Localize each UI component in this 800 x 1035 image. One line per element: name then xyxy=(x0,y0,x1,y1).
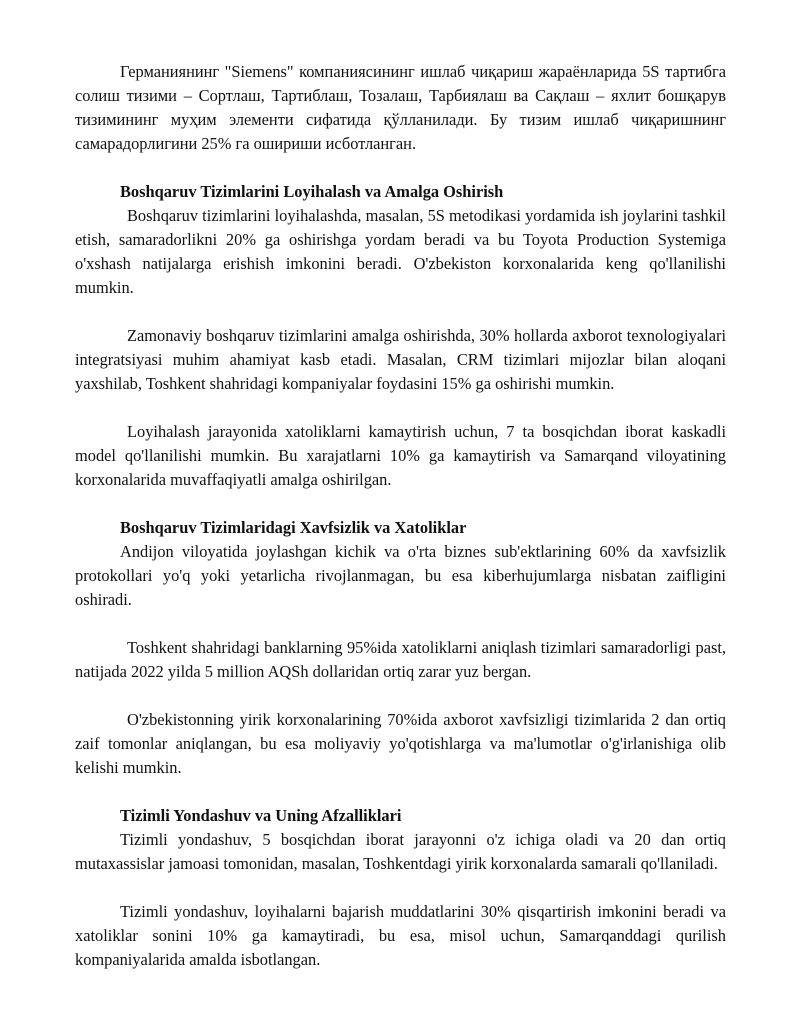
section-paragraph: Toshkent shahridagi banklarning 95%ida xatoliklarni aniqlash tizimlari samaradorligi past, natijada 2022 yilda 5 million AQSh dollaridan ortiq zarar yuz bergan. xyxy=(75,638,726,681)
section-paragraph: Boshqaruv tizimlarini loyihalashda, masalan, 5S metodikasi yordamida ish joylarini tashkil etish, samaradorlikni 20% ga oshirishga yordam beradi va bu Toyota Production Systemiga o'xshash natijalarga erishish imkonini beradi. O'zbekiston korxonalarida keng qo'llanilishi mumkin. xyxy=(75,206,726,297)
paragraph-gap xyxy=(75,300,726,324)
section-systemic-approach xyxy=(75,804,726,972)
paragraph-gap xyxy=(75,684,726,708)
section-paragraph: Loyihalash jarayonida xatoliklarni kamaytirish uchun, 7 ta bosqichdan iborat kaskadli model qo'llanilishi mumkin. Bu xarajatlarni 10% ga kamaytirish va Samarqand viloyatining korxonalarida muvaffaqiyatli amalga oshirilgan. xyxy=(75,422,726,489)
paragraph-gap xyxy=(75,492,726,516)
section-heading: Tizimli Yondashuv va Uning Afzalliklari xyxy=(120,806,402,825)
section-design-implementation xyxy=(75,180,726,516)
section-heading: Boshqaruv Tizimlaridagi Xavfsizlik va Xatoliklar xyxy=(120,518,467,537)
paragraph-gap xyxy=(75,396,726,420)
section-heading: Boshqaruv Tizimlarini Loyihalash va Amalga Oshirish xyxy=(120,182,504,201)
paragraph-gap xyxy=(75,612,726,636)
paragraph-gap xyxy=(75,876,726,900)
section-paragraph: Andijon viloyatida joylashgan kichik va o'rta biznes sub'ektlarining 60% da xavfsizlik protokollari yo'q yoki yetarlicha rivojlanmagan, bu esa kiberhujumlarga nisbatan zaifligini oshiradi. xyxy=(75,542,726,609)
section-paragraph: O'zbekistonning yirik korxonalarining 70%ida axborot xavfsizligi tizimlarida 2 dan ortiq zaif tomonlar aniqlangan, bu esa moliyaviy yo'qotishlarga va ma'lumotlar o'g'irlanishiga olib kelishi mumkin. xyxy=(75,710,726,777)
section-paragraph: Zamonaviy boshqaruv tizimlarini amalga oshirishda, 30% hollarda axborot texnologiyalari integratsiyasi muhim ahamiyat kasb etadi. Masalan, CRM tizimlari mijozlar bilan aloqani yaxshilab, Toshkent shahridagi kompaniyalar foydasini 15% ga oshirishi mumkin. xyxy=(75,326,726,393)
section-paragraph: Tizimli yondashuv, 5 bosqichdan iborat jarayonni o'z ichiga oladi va 20 dan ortiq mutaxassislar jamoasi tomonidan, masalan, Toshkentdagi yirik korxonalarda samarali qo'llaniladi. xyxy=(75,830,726,873)
paragraph-gap xyxy=(75,780,726,804)
section-security-errors xyxy=(75,516,726,804)
intro-paragraph: Германиянинг "Siemens" компаниясининг ишлаб чиқариш жараёнларида 5S тартибга солиш тизими – Сортлаш, Тартиблаш, Тозалаш, Тарбиялаш ва Сақлаш – яхлит бошқарув тизимининг муҳим элементи сифатида қўлланилади. Бу тизим ишлаб чиқаришнинг самарадорлигини 25% га ошириши исботланган. xyxy=(75,62,726,153)
section-paragraph: Tizimli yondashuv, loyihalarni bajarish muddatlarini 30% qisqartirish imkonini beradi va xatoliklar sonini 10% ga kamaytiradi, bu esa, misol uchun, Samarqanddagi qurilish kompaniyalarida amalda isbotlangan. xyxy=(75,902,726,969)
